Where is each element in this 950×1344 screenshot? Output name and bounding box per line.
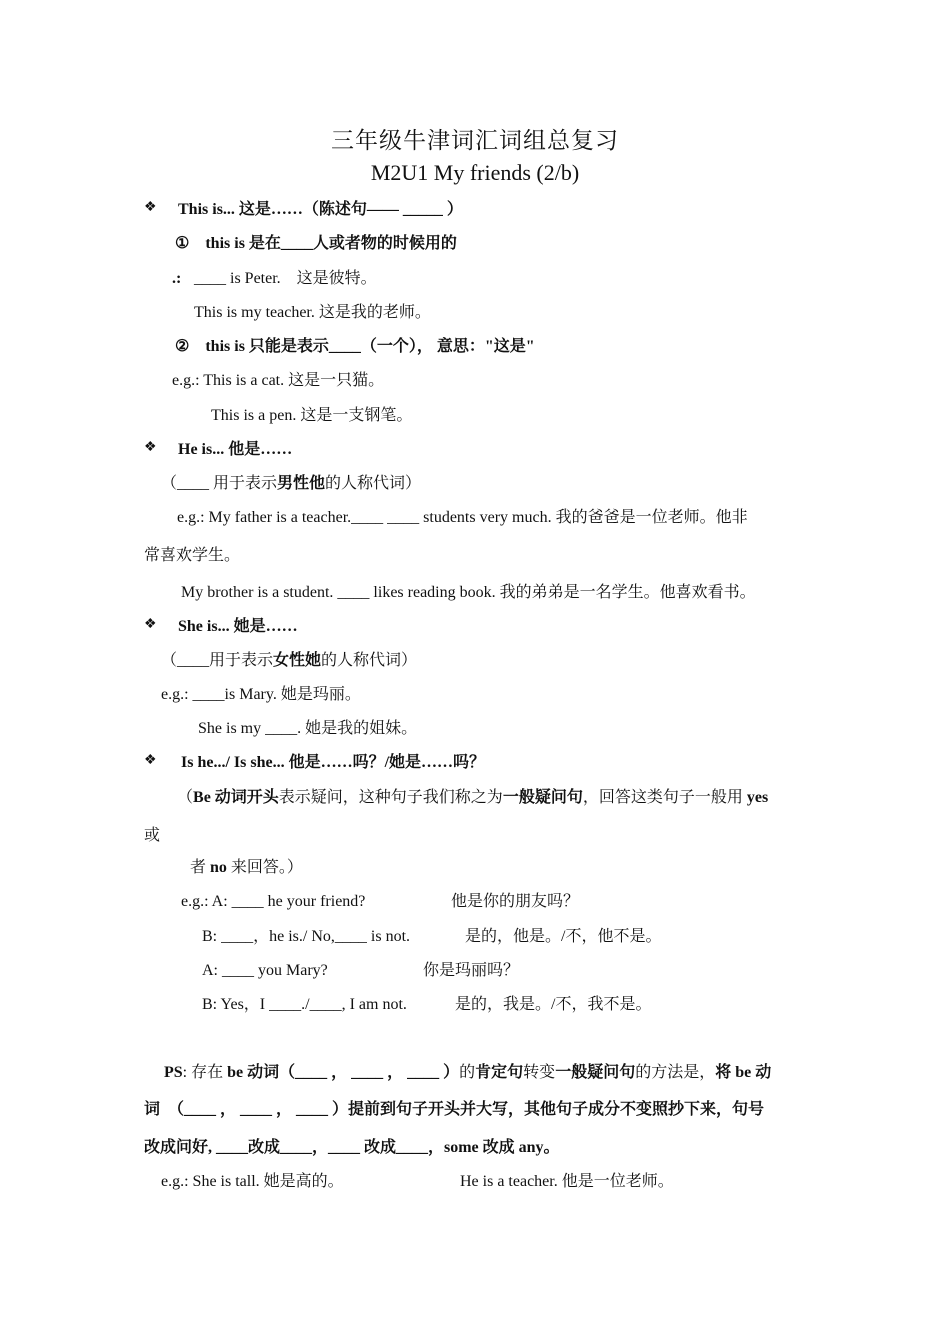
this-is-example-4: This is a pen. 这是一支钢笔。 [211, 407, 413, 424]
he-is-note-prefix: （____ 用于表示 [161, 475, 278, 492]
he-is-example-1: e.g.: My father is a teacher.____ ____ students very much. 我的爸爸是一位老师。他非 [177, 509, 748, 526]
he-is-example-1-continued: 常喜欢学生。 [144, 547, 241, 564]
ps-line-3: 改成问好, ____改成____，____ 改成____，some 改成 any。 [144, 1139, 560, 1156]
question-note-text-4: 来回答。） [226, 859, 303, 876]
she-is-note-suffix: 的人称代词） [321, 652, 418, 669]
example-label: .: [172, 270, 182, 287]
this-is-example-3: e.g.: This is a cat. 这是一只猫。 [172, 372, 385, 389]
ps-text-3: 转变 [523, 1064, 556, 1081]
question-note-no: no [210, 859, 227, 876]
dialog-line-2-cn: 是的，他是。/不，他不是。 [465, 928, 662, 945]
she-is-note-bold: 女性她 [273, 652, 322, 669]
question-note-yes: yes [746, 789, 769, 806]
she-is-note-prefix: （____用于表示 [161, 652, 274, 669]
this-is-example-1: ____ is Peter. 这是彼特。 [194, 270, 377, 287]
section-question-heading: Is he.../ Is she... 他是……吗？/她是……吗？ [181, 754, 486, 771]
bullet-icon: ❖ [144, 753, 157, 768]
ps-be-verbs: be 动词（____ ， ____ ， ____ ） [227, 1064, 460, 1081]
question-note-paren: （ [177, 789, 194, 806]
this-is-rule-1: ① this is 是在____人或者物的时候用的 [175, 235, 457, 252]
ps-text-4: 的方法是， [635, 1064, 716, 1081]
ps-label: PS [164, 1064, 183, 1081]
question-note-text-3: 者 [190, 859, 211, 876]
dialog-line-1-en: e.g.: A: ____ he your friend? [181, 893, 366, 910]
question-note-line-2: 或 [144, 827, 161, 844]
section-this-is-heading: This is... 这是……（陈述句—— _____ ） [178, 201, 463, 218]
question-note-line-1 [177, 787, 768, 809]
he-is-note [161, 473, 421, 495]
ps-text-1: : 存在 [182, 1064, 228, 1081]
document-title: 三年级牛津词汇词组总复习 [331, 128, 619, 154]
ps-affirmative: 肯定句 [475, 1064, 524, 1081]
ps-line-1 [164, 1062, 771, 1084]
bullet-icon: ❖ [144, 200, 157, 215]
ps-example-2: He is a teacher. 他是一位老师。 [460, 1173, 674, 1190]
ps-rule-start: 将 be 动 [715, 1064, 772, 1081]
ps-example-1: e.g.: She is tall. 她是高的。 [161, 1173, 344, 1190]
dialog-line-4-en: B: Yes，I ____./____, I am not. [202, 996, 407, 1013]
he-is-note-bold: 男性他 [277, 475, 326, 492]
section-she-is-heading: She is... 她是…… [178, 618, 298, 635]
question-note-text-2: ，回答这类句子一般用 [582, 789, 747, 806]
dialog-line-1-cn: 他是你的朋友吗？ [451, 893, 580, 910]
question-note-line-3 [190, 857, 303, 879]
dialog-line-4-cn: 是的，我是。/不，我不是。 [455, 996, 652, 1013]
section-he-is-heading: He is... 他是…… [178, 441, 293, 458]
question-note-be-verb: Be 动词开头 [193, 789, 279, 806]
this-is-rule-2: ② this is 只能是表示____（一个）， 意思："这是" [175, 338, 535, 355]
he-is-example-2: My brother is a student. ____ likes reading book. 我的弟弟是一名学生。他喜欢看书。 [181, 584, 756, 601]
bullet-icon: ❖ [144, 617, 157, 632]
he-is-note-suffix: 的人称代词） [325, 475, 422, 492]
dialog-line-3-cn: 你是玛丽吗？ [423, 962, 520, 979]
she-is-note [161, 650, 417, 672]
bullet-icon: ❖ [144, 440, 157, 455]
question-note-text-1: 表示疑问，这种句子我们称之为 [278, 789, 503, 806]
dialog-line-3-en: A: ____ you Mary? [202, 962, 328, 979]
document-subtitle: M2U1 My friends (2/b) [370, 160, 580, 185]
dialog-line-2-en: B: ____，he is./ No,____ is not. [202, 928, 411, 945]
she-is-example-1: e.g.: ____is Mary. 她是玛丽。 [161, 686, 361, 703]
ps-text-2: 的 [459, 1064, 476, 1081]
this-is-example-2: This is my teacher. 这是我的老师。 [194, 304, 431, 321]
she-is-example-2: She is my ____. 她是我的姐妹。 [198, 720, 418, 737]
question-note-term: 一般疑问句 [502, 789, 583, 806]
ps-question: 一般疑问句 [555, 1064, 636, 1081]
ps-line-2: 词 （____ ， ____ ， ____ ）提前到句子开头并大写，其他句子成分不变照抄下来，句号 [144, 1101, 765, 1118]
